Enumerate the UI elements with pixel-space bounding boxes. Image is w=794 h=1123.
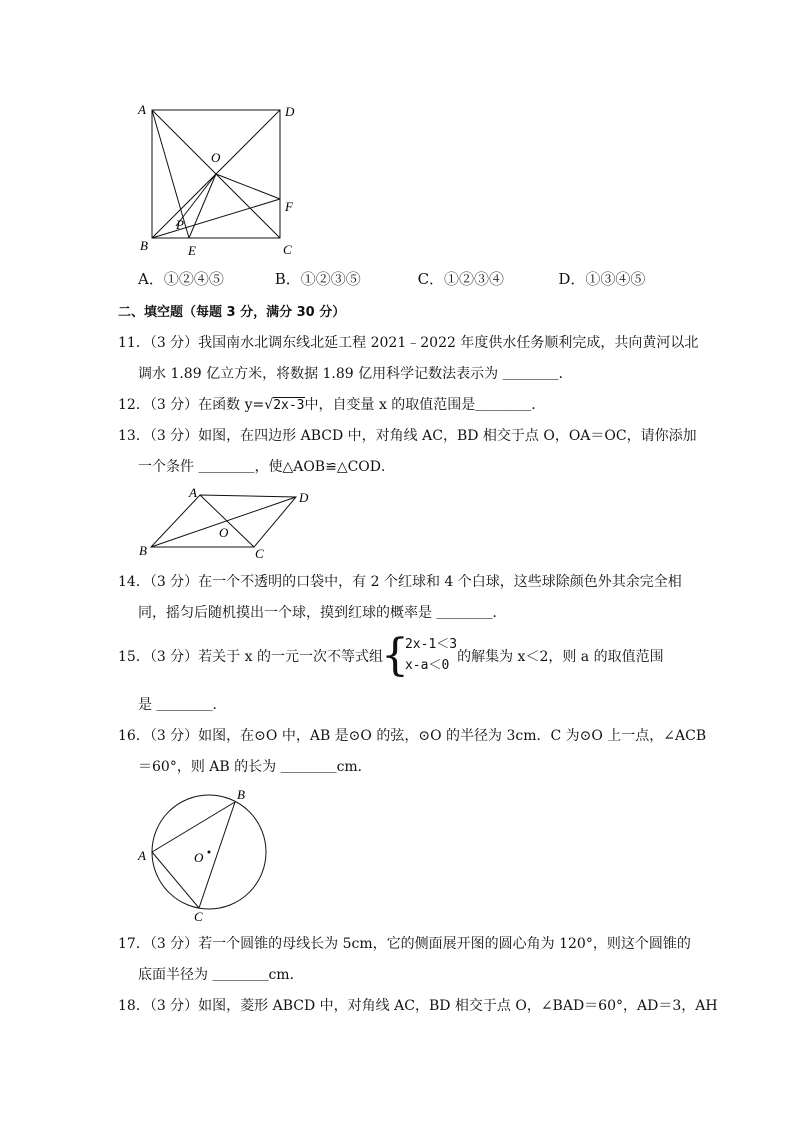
label-p: P xyxy=(176,217,184,232)
label-b: B xyxy=(140,238,148,253)
label-d: D xyxy=(285,104,295,119)
q12-post: 中，自变量 x 的取值范围是＿＿＿＿． xyxy=(304,397,546,413)
inequality-1: 2x-1＜3 xyxy=(404,637,458,652)
center-point-o xyxy=(208,851,211,854)
segment-oe xyxy=(189,174,216,238)
label-e: E xyxy=(188,243,196,258)
chord-ab xyxy=(152,802,235,852)
q14-line1: 14．（3 分）在一个不透明的口袋中，有 2 个红球和 4 个白球，这些球除颜色外其余完全相 xyxy=(118,574,682,590)
label-o: O xyxy=(211,150,221,165)
label-f: F xyxy=(285,199,293,214)
q15-line1 xyxy=(118,630,664,681)
inequality-system xyxy=(405,634,457,676)
q12-radicand: 2x-3 xyxy=(273,398,305,413)
brace-symbol: { xyxy=(380,630,409,681)
q18-line1: 18．（3 分）如图，菱形 ABCD 中，对角线 AC，BD 相交于点 O，∠BAD＝60°，AD＝3，AH xyxy=(118,998,718,1014)
label-b: B xyxy=(237,787,245,802)
label-b: B xyxy=(139,543,147,558)
label-a: A xyxy=(138,102,146,117)
q11-line1: 11．（3 分）我国南水北调东线北延工程 2021﹣2022 年度供水任务顺利完成，共向黄河以北 xyxy=(118,335,699,351)
q16-line2: ＝60°，则 AB 的长为 ＿＿＿＿cm． xyxy=(138,759,372,775)
q14-line2: 同，摇匀后随机摸出一个球，摸到红球的概率是 ＿＿＿＿． xyxy=(138,605,507,621)
q13-line1: 13．（3 分）如图，在四边形 ABCD 中，对角线 AC，BD 相交于点 O，OA＝OC，请你添加 xyxy=(118,428,697,444)
label-o: O xyxy=(194,850,204,865)
option-c: C．①②③④ xyxy=(417,270,505,288)
option-a: A．①②④⑤ xyxy=(138,270,224,288)
q15-pre: 15．（3 分）若关于 x 的一元一次不等式组 xyxy=(118,649,383,665)
q16-line1: 16．（3 分）如图，在⊙O 中，AB 是⊙O 的弦，⊙O 的半径为 3cm．C 为⊙O 上一点，∠ACB xyxy=(118,728,707,744)
label-a: A xyxy=(138,848,146,863)
label-o: O xyxy=(219,525,229,540)
sqrt-symbol: √ xyxy=(264,397,274,413)
inequality-2: x-a＜0 xyxy=(404,658,450,673)
q15-line2: 是 ＿＿＿＿． xyxy=(138,697,227,713)
label-d: D xyxy=(299,490,309,505)
q17-line2: 底面半径为 ＿＿＿＿cm． xyxy=(138,967,304,983)
figure-circle-o xyxy=(134,784,274,926)
figure-quadrilateral-abcd xyxy=(134,484,320,560)
label-a: A xyxy=(189,485,197,500)
q13-line2: 一个条件 ＿＿＿＿，使△AOB≌△COD． xyxy=(138,459,396,475)
label-c: C xyxy=(283,242,292,257)
section-title: 二、填空题（每题 3 分，满分 30 分） xyxy=(118,305,346,320)
q15-post: 的解集为 x＜2，则 a 的取值范围 xyxy=(457,649,664,665)
q12-pre: 12．（3 分）在函数 y= xyxy=(118,397,265,413)
q11-line2: 调水 1.89 亿立方米，将数据 1.89 亿用科学记数法表示为 ＿＿＿＿． xyxy=(138,366,573,382)
option-b: B．①②③⑤ xyxy=(274,270,361,288)
q12-line xyxy=(118,395,545,416)
label-c: C xyxy=(255,546,264,560)
q17-line1: 17．（3 分）若一个圆锥的母线长为 5cm，它的侧面展开图的圆心角为 120°，则这个圆锥的 xyxy=(118,936,691,952)
segment-of xyxy=(216,174,280,199)
figure-square-abcd xyxy=(130,98,310,260)
label-c: C xyxy=(194,909,203,924)
option-d: D．①③④⑤ xyxy=(558,270,646,288)
answer-options xyxy=(138,269,645,289)
chord-bc xyxy=(199,802,235,908)
